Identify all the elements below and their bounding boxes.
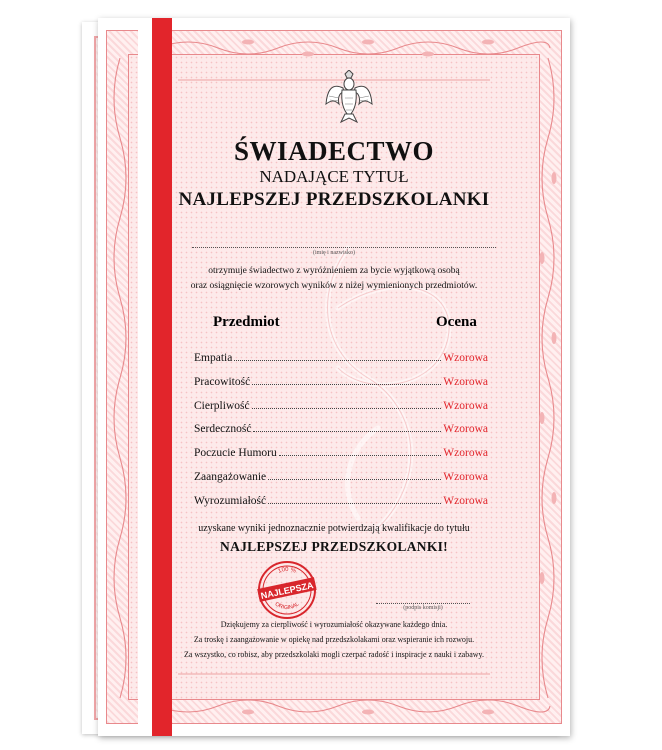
name-hint: (imię i nazwisko)	[313, 250, 355, 256]
subject-grade: Wzorowa	[443, 352, 488, 364]
stamp-top-text: 100 %	[277, 566, 297, 575]
grade-column-header: Ocena	[436, 314, 477, 330]
intro-text-line-2: oraz osiągnięcie wzorowych wyników z niżej wymienionych przedmiotów.	[190, 281, 478, 291]
final-honor-title: NAJLEPSZEJ PRZEDSZKOLANKI!	[220, 539, 448, 554]
subject-name: Zaangażowanie	[194, 471, 267, 483]
subject-row	[194, 348, 488, 364]
subject-grade: Wzorowa	[443, 447, 488, 459]
subject-row	[194, 372, 488, 388]
stamp-main-text: NAJLEPSZA	[259, 580, 315, 601]
thanks-line-1: Dziękujemy za cierpliwość i wyrozumiałość okazywane każdego dnia.	[220, 620, 448, 629]
thanks-line-3: Za wszystko, co robisz, aby przedszkolaki mogli czerpać radość i inspiracje z nauki i zabawy.	[183, 650, 485, 659]
subject-grade: Wzorowa	[443, 471, 488, 483]
rubber-stamp-icon	[256, 559, 318, 621]
leader-dots	[253, 431, 441, 432]
subject-row	[194, 419, 488, 435]
name-fill-line	[192, 247, 496, 248]
subject-grade: Wzorowa	[443, 376, 488, 388]
subject-name: Cierpliwość	[194, 400, 250, 412]
subject-name: Poczucie Humoru	[194, 447, 277, 459]
white-eagle-icon	[325, 70, 373, 124]
leader-dots	[268, 479, 441, 480]
subject-grade: Wzorowa	[443, 400, 488, 412]
subject-row	[194, 396, 488, 412]
intro-text-line-1: otrzymuje świadectwo z wyróżnieniem za bycie wyjątkową osobą	[208, 266, 460, 276]
stamp-bottom-text: ORIGINAL	[273, 601, 301, 612]
confirmation-text: uzyskane wyniki jednoznacznie potwierdzają kwalifikacje do tytułu	[198, 523, 470, 534]
certificate-subtitle: NADAJĄCE TYTUŁ	[259, 167, 409, 186]
subject-row	[194, 491, 488, 507]
subject-grade: Wzorowa	[443, 495, 488, 507]
thanks-line-2: Za troskę i zaangażowanie w opiekę nad przedszkolakami oraz wspieranie ich rozwoju.	[193, 635, 475, 644]
subject-row	[194, 443, 488, 459]
leader-dots	[252, 384, 441, 385]
certificate-honor-title: NAJLEPSZEJ PRZEDSZKOLANKI	[178, 189, 490, 210]
leader-dots	[252, 408, 442, 409]
leader-dots	[268, 503, 441, 504]
subject-name: Serdeczność	[194, 423, 252, 435]
certificate-title: ŚWIADECTWO	[233, 136, 435, 166]
subject-row	[194, 467, 488, 483]
subject-column-header: Przedmiot	[213, 314, 280, 330]
subject-grade: Wzorowa	[443, 423, 488, 435]
leader-dots	[279, 455, 442, 456]
signature-hint: (podpis komisji)	[403, 605, 443, 611]
leader-dots	[234, 360, 441, 361]
subject-name: Pracowitość	[194, 376, 251, 388]
certificate-sheet	[98, 18, 570, 736]
subject-name: Wyrozumiałość	[194, 495, 267, 507]
subject-name: Empatia	[194, 352, 233, 364]
signature-fill-line	[376, 603, 470, 604]
